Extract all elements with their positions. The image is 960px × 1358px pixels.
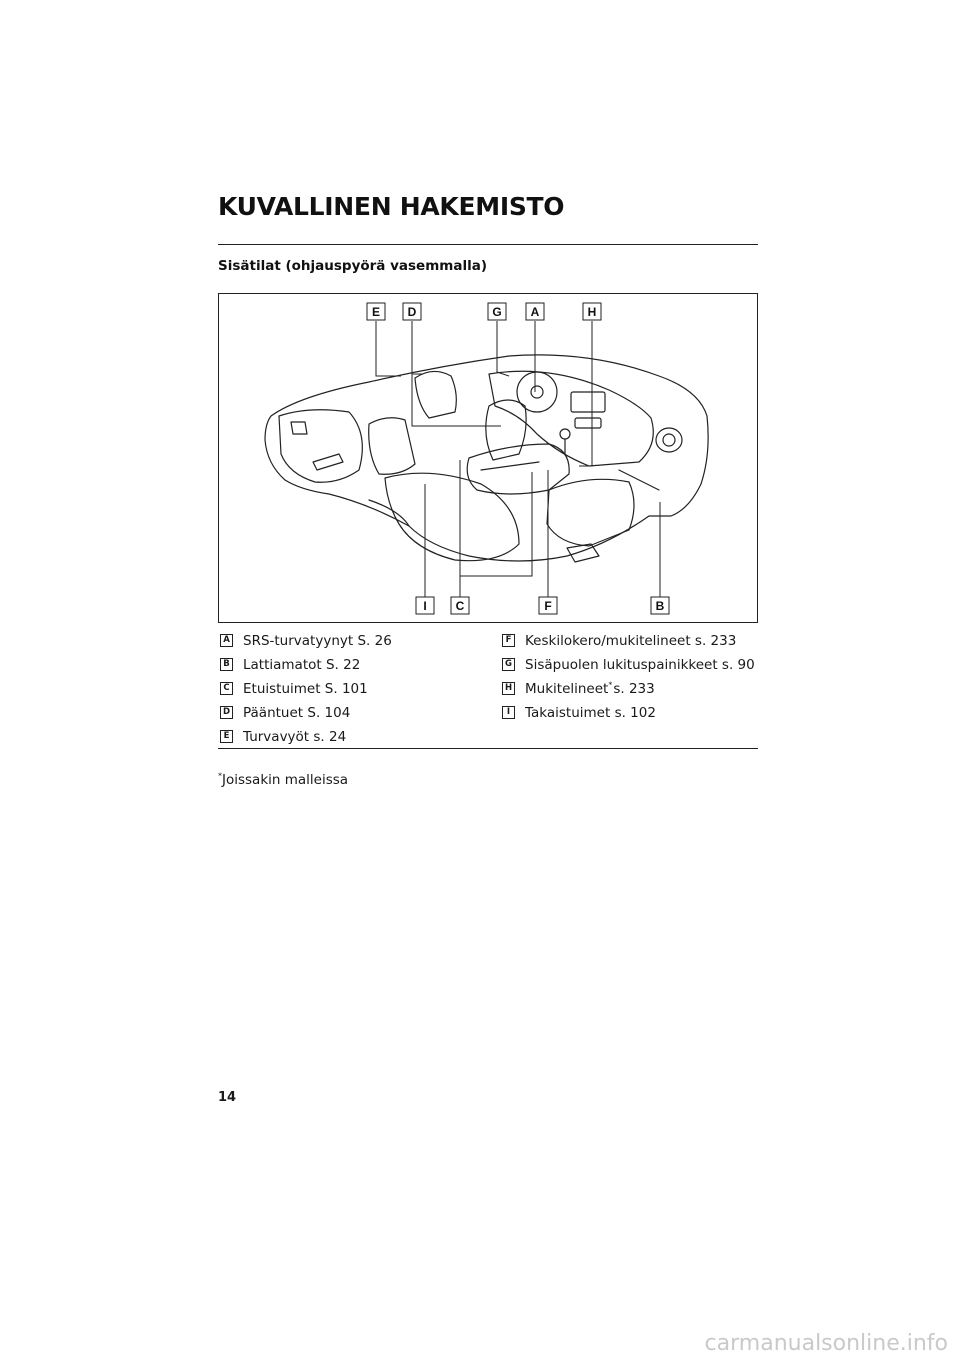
page-title: KUVALLINEN HAKEMISTO <box>218 192 565 221</box>
callout-E <box>367 303 385 320</box>
svg-text:I: I <box>423 599 427 613</box>
asterisk-mark: * <box>608 680 613 690</box>
callout-B <box>651 597 669 614</box>
leader-C <box>460 472 532 597</box>
svg-text:C: C <box>455 599 465 613</box>
key-badge: I <box>502 706 515 719</box>
legend-item-h <box>502 680 655 698</box>
header-divider <box>218 244 758 245</box>
legend-divider <box>218 748 758 749</box>
legend-text-suffix: s. 233 <box>613 681 655 697</box>
legend-text: Turvavyöt s. 24 <box>243 729 347 745</box>
legend-text: Etuistuimet S. 101 <box>243 681 368 697</box>
legend-text: Mukitelineet <box>525 681 609 697</box>
legend-item-i <box>502 704 656 722</box>
page-number: 14 <box>218 1090 237 1105</box>
legend-item-a <box>220 632 392 650</box>
legend-text: Lattiamatot S. 22 <box>243 657 361 673</box>
legend-text: Sisäpuolen lukituspainikkeet s. 90 <box>525 657 755 673</box>
rear-seat-left <box>369 418 415 475</box>
leader-G <box>497 321 509 376</box>
key-badge: D <box>220 706 233 719</box>
key-badge: C <box>220 682 233 695</box>
right-door-speaker <box>656 428 682 452</box>
callout-H <box>583 303 601 320</box>
steering-wheel <box>517 372 557 412</box>
interior-illustration <box>218 293 758 623</box>
callout-I <box>416 597 434 614</box>
legend-item-g <box>502 656 755 674</box>
key-badge: A <box>220 634 233 647</box>
callout-G <box>488 303 506 320</box>
svg-text:H: H <box>587 305 597 319</box>
legend-item-d <box>220 704 350 722</box>
legend-item-b <box>220 656 360 674</box>
legend-item-f <box>502 632 736 650</box>
callout-F <box>539 597 557 614</box>
svg-text:F: F <box>544 599 552 613</box>
callout-C <box>451 597 469 614</box>
rear-parcel-shelf <box>279 410 362 483</box>
svg-text:E: E <box>371 305 381 319</box>
svg-text:A: A <box>530 305 540 319</box>
legend-text: Keskilokero/mukitelineet s. 233 <box>525 633 737 649</box>
footnote-text: Joissakin malleissa <box>222 772 349 788</box>
footnote <box>218 772 348 788</box>
callout-A <box>526 303 544 320</box>
car-body-outline <box>265 355 708 561</box>
dashboard <box>489 371 653 466</box>
legend-item-c <box>220 680 368 698</box>
key-badge: H <box>502 682 515 695</box>
leader-E <box>376 321 401 376</box>
legend-text: Pääntuet S. 104 <box>243 705 351 721</box>
front-seat-right <box>547 479 634 546</box>
key-badge: E <box>220 730 233 743</box>
asterisk-mark: * <box>218 771 222 781</box>
rear-seat-back <box>415 371 456 418</box>
legend-item-e <box>220 728 346 746</box>
svg-text:G: G <box>492 305 502 319</box>
callout-D <box>403 303 421 320</box>
key-badge: B <box>220 658 233 671</box>
svg-text:B: B <box>655 599 665 613</box>
leader-H <box>579 321 592 466</box>
key-badge: F <box>502 634 515 647</box>
legend-text: Takaistuimet s. 102 <box>525 705 656 721</box>
legend-text: SRS-turvatyynyt S. 26 <box>243 633 392 649</box>
key-badge: G <box>502 658 515 671</box>
svg-text:D: D <box>407 305 417 319</box>
watermark: carmanualsonline.info <box>704 1331 948 1356</box>
center-console <box>467 444 569 494</box>
section-subtitle: Sisätilat (ohjauspyörä vasemmalla) <box>218 258 487 274</box>
